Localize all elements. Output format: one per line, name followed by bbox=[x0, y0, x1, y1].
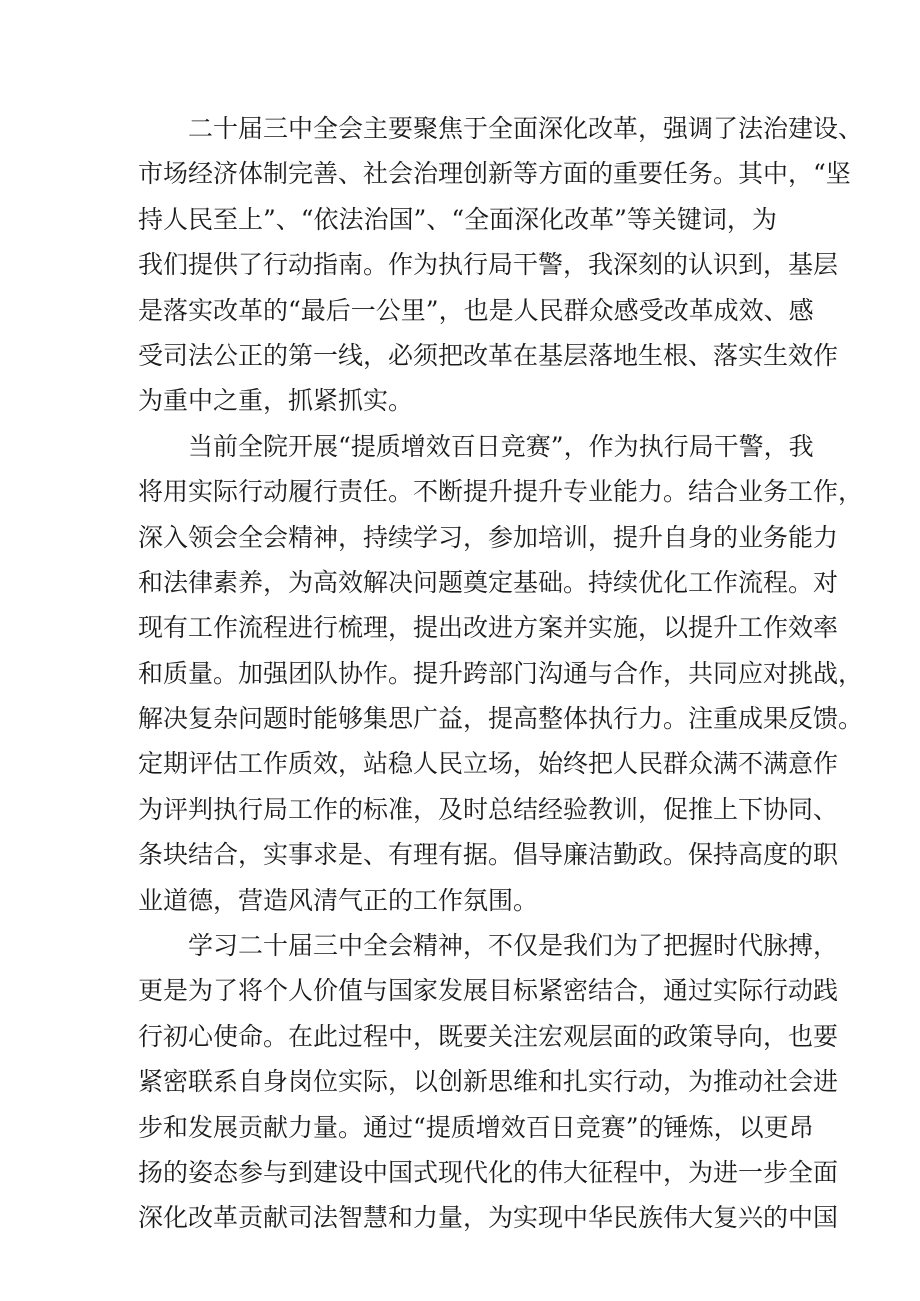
text-line: 深入领会全会精神，持续学习，参加培训，提升自身的业务能力 bbox=[138, 522, 839, 552]
text-line: 持人民至上”、“依法治国”、“全面深化改革”等关键词，为 bbox=[138, 204, 777, 234]
text-line: 市场经济体制完善、社会治理创新等方面的重要任务。其中，“坚 bbox=[138, 159, 851, 189]
text-line: 将用实际行动履行责任。不断提升提升专业能力。结合业务工作， bbox=[138, 477, 864, 507]
text-line: 二十届三中全会主要聚焦于全面深化改革，强调了法治建设、 bbox=[188, 114, 864, 143]
paragraph-2 bbox=[138, 424, 864, 923]
text-line: 为重中之重，抓紧抓实。 bbox=[138, 386, 414, 416]
paragraph-3 bbox=[138, 923, 839, 1241]
text-line: 是落实改革的“最后一公里”，也是人民群众感受改革成效、感 bbox=[138, 295, 814, 325]
text-line: 紧密联系自身岗位实际，以创新思维和扎实行动，为推动社会进 bbox=[138, 1067, 839, 1097]
text-line: 学习二十届三中全会精神，不仅是我们为了把握时代脉搏， bbox=[188, 931, 839, 961]
paragraph-1 bbox=[138, 106, 864, 424]
text-line: 更是为了将个人价值与国家发展目标紧密结合，通过实际行动践 bbox=[138, 976, 839, 1006]
text-line: 扬的姿态参与到建设中国式现代化的伟大征程中，为进一步全面 bbox=[138, 1157, 839, 1187]
text-line: 当前全院开展“提质增效百日竞赛”，作为执行局干警，我 bbox=[188, 431, 814, 461]
text-line: 解决复杂问题时能够集思广益，提高整体执行力。注重成果反馈。 bbox=[138, 704, 864, 734]
text-line: 和法律素养，为高效解决问题奠定基础。持续优化工作流程。对 bbox=[138, 567, 839, 597]
text-line: 行初心使命。在此过程中，既要关注宏观层面的政策导向，也要 bbox=[138, 1021, 839, 1051]
text-line: 定期评估工作质效，站稳人民立场，始终把人民群众满不满意作 bbox=[138, 749, 839, 779]
text-line: 深化改革贡献司法智慧和力量，为实现中华民族伟大复兴的中国 bbox=[138, 1203, 839, 1233]
text-line: 条块结合，实事求是、有理有据。倡导廉洁勤政。保持高度的职 bbox=[138, 840, 839, 870]
text-line: 步和发展贡献力量。通过“提质增效百日竞赛”的锤炼，以更昂 bbox=[138, 1112, 814, 1142]
text-line: 现有工作流程进行梳理，提出改进方案并实施，以提升工作效率 bbox=[138, 613, 839, 643]
text-line: 和质量。加强团队协作。提升跨部门沟通与合作，共同应对挑战， bbox=[138, 658, 864, 688]
text-line: 我们提供了行动指南。作为执行局干警，我深刻的认识到，基层 bbox=[138, 250, 839, 280]
document-body bbox=[138, 106, 864, 1241]
text-line: 业道德，营造风清气正的工作氛围。 bbox=[138, 885, 539, 915]
text-line: 受司法公正的第一线，必须把改革在基层落地生根、落实生效作 bbox=[138, 340, 839, 370]
text-line: 为评判执行局工作的标准，及时总结经验教训，促推上下协同、 bbox=[138, 794, 839, 824]
